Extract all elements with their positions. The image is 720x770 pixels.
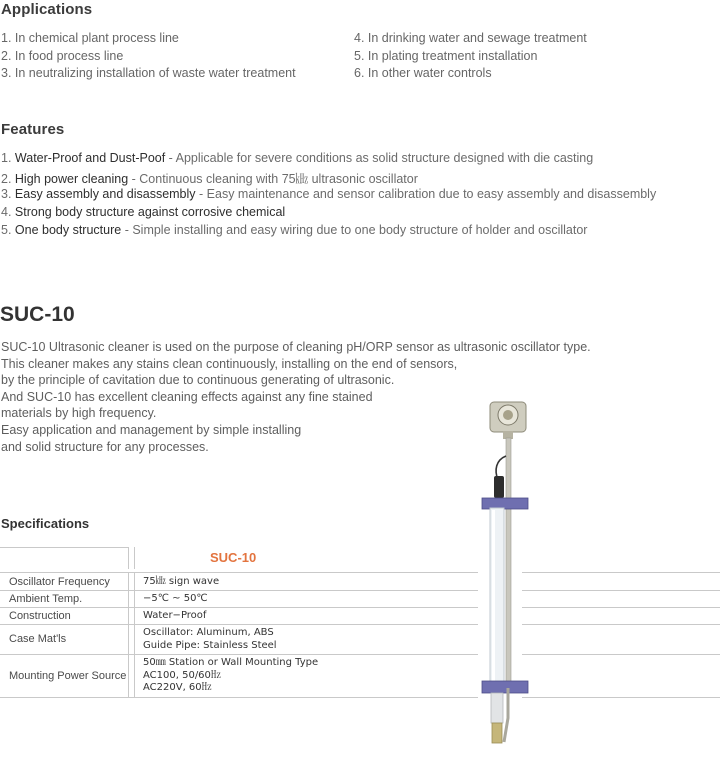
table-rule: [522, 697, 720, 698]
table-rule: [0, 607, 478, 608]
feature-number: 3.: [1, 187, 15, 201]
feature-head: High power cleaning: [14, 172, 129, 186]
spec-value-line: 50㎜ Station or Wall Mounting Type: [143, 657, 319, 668]
description-line: materials by high frequency.: [1, 406, 157, 421]
description-line: Easy application and management by simple installing: [1, 422, 302, 437]
application-item: 5. In plating treatment installation: [354, 49, 538, 63]
product-title: SUC-10: [0, 303, 75, 326]
applications-heading: Applications: [1, 1, 93, 18]
spec-value-line: Guide Pipe: Stainless Steel: [143, 639, 277, 651]
table-rule: [134, 547, 135, 569]
spec-label: Ambient Temp.: [9, 593, 83, 605]
spec-value: [143, 627, 277, 652]
feature-item: [1, 151, 593, 165]
description-line: This cleaner makes any stains clean continuously, installing on the end of sensors,: [1, 356, 458, 371]
table-rule: [128, 547, 129, 569]
table-rule: [522, 654, 720, 655]
feature-desc: - Simple installing and easy wiring due to one body structure of holder and oscillator: [121, 223, 588, 237]
table-rule: [0, 590, 478, 591]
feature-item: [1, 223, 587, 237]
spec-value-line: Water−Proof: [143, 610, 207, 621]
table-rule: [134, 572, 135, 697]
table-rule: [0, 697, 478, 698]
spec-label: Case Mat'ls: [9, 633, 67, 645]
description-line: and solid structure for any processes.: [1, 439, 209, 454]
table-rule: [0, 547, 128, 548]
feature-head: Easy assembly and disassembly: [14, 187, 196, 201]
table-rule: [522, 590, 720, 591]
table-rule: [0, 572, 478, 573]
spec-label: Oscillator Frequency: [9, 576, 110, 588]
feature-item: [1, 169, 418, 187]
table-rule: [0, 654, 478, 655]
application-item: 6. In other water controls: [354, 66, 492, 80]
application-item: 4. In drinking water and sewage treatment: [354, 31, 587, 45]
feature-number: 4.: [1, 205, 15, 219]
ultrasonic-cleaner-illustration: [470, 398, 550, 748]
feature-number: 5.: [1, 223, 15, 237]
spec-value-line: 75㎑ sign wave: [143, 576, 220, 587]
description-line: by the principle of cavitation due to continuous generating of ultrasonic.: [1, 373, 395, 388]
spec-value: [143, 657, 318, 695]
spec-label: Mounting Power Source: [9, 670, 127, 682]
spec-value-line: AC100, 50/60㎐: [143, 669, 221, 681]
feature-number: 1.: [1, 151, 15, 165]
feature-item: [1, 205, 285, 219]
application-item: 3. In neutralizing installation of waste water treatment: [1, 66, 296, 80]
application-item: 1. In chemical plant process line: [1, 31, 179, 45]
description-line: SUC-10 Ultrasonic cleaner is used on the purpose of cleaning pH/ORP sensor as ultrasonic oscillator type.: [1, 340, 591, 354]
feature-desc: - Applicable for severe conditions as solid structure designed with die casting: [165, 151, 594, 165]
feature-desc: - Continuous cleaning with 75㎑ ultrasonic oscillator: [128, 172, 418, 186]
feature-desc: - Easy maintenance and sensor calibration due to easy assembly and disassembly: [195, 187, 657, 201]
application-item: 2. In food process line: [1, 49, 124, 63]
table-rule: [128, 572, 129, 697]
feature-number: 2.: [1, 172, 15, 186]
feature-head: Strong body structure against corrosive chemical: [14, 205, 286, 219]
spec-label: Construction: [9, 610, 71, 622]
table-rule: [522, 624, 720, 625]
features-heading: Features: [1, 121, 65, 138]
feature-item: [1, 187, 656, 201]
spec-value: [143, 610, 206, 623]
specifications-heading: Specifications: [1, 516, 90, 531]
spec-value-line: AC220V, 60㎐: [143, 682, 212, 693]
feature-head: Water-Proof and Dust-Poof: [14, 151, 166, 165]
spec-value-line: −5℃ ~ 50℃: [143, 593, 208, 604]
feature-head: One body structure: [14, 223, 122, 237]
spec-model-header: SUC-10: [210, 550, 257, 565]
table-rule: [0, 624, 478, 625]
description-line: And SUC-10 has excellent cleaning effects against any fine stained: [1, 389, 373, 404]
table-rule: [522, 607, 720, 608]
spec-value-line: Oscillator: Aluminum, ABS: [143, 627, 274, 638]
spec-value: [143, 593, 208, 606]
table-rule: [522, 572, 720, 573]
spec-value: [143, 576, 219, 589]
